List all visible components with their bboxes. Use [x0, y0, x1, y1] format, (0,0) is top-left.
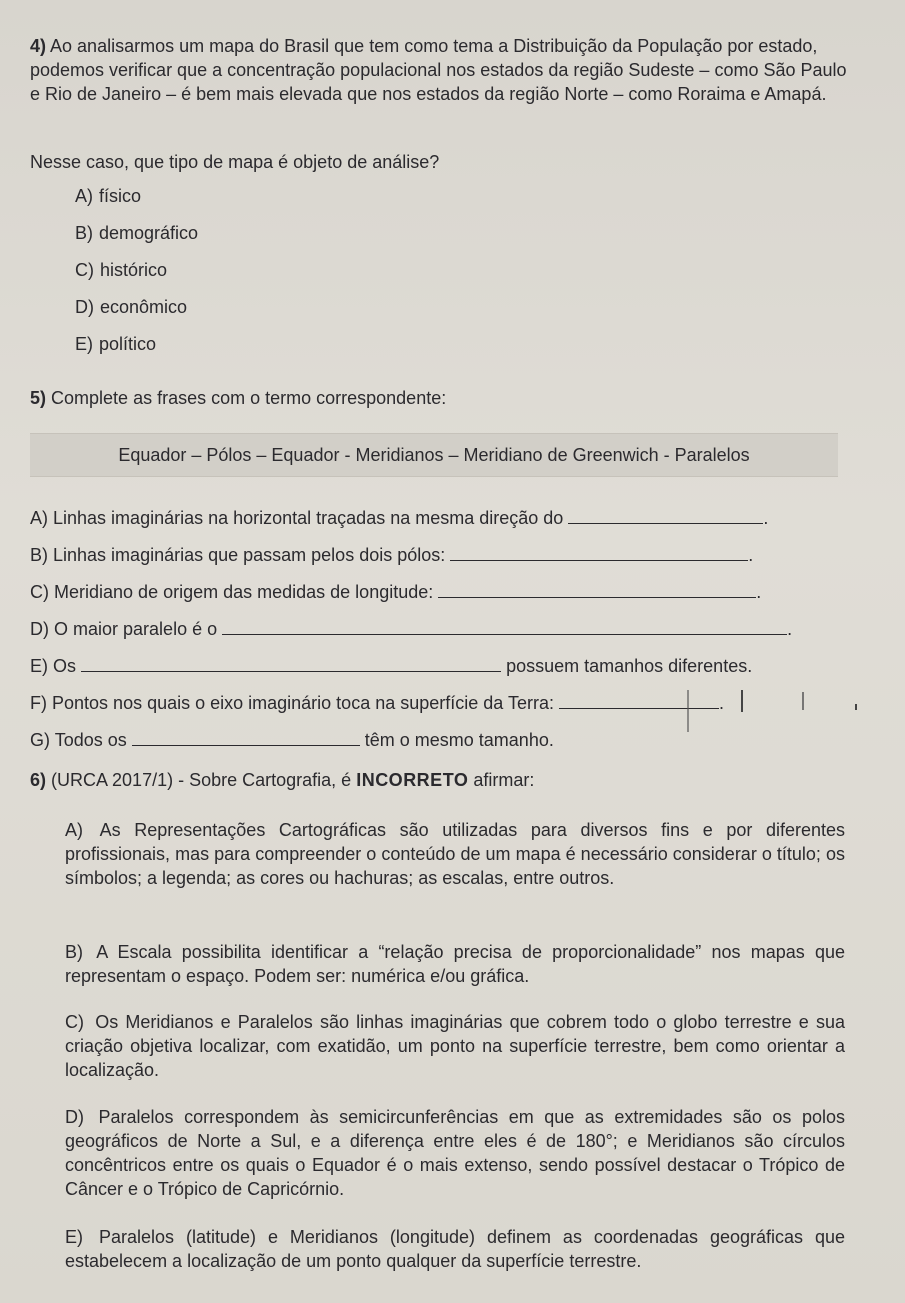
item-text: Todos os	[54, 730, 127, 750]
option-text: histórico	[100, 260, 168, 280]
q5-item-a	[30, 505, 850, 529]
item-end: .	[748, 545, 754, 565]
alt-letter: C)	[65, 1012, 84, 1032]
item-text: Meridiano de origem das medidas de longitude:	[54, 582, 434, 602]
item-end: .	[763, 508, 769, 528]
item-text: O maior paralelo é o	[54, 619, 218, 639]
option-letter: B)	[75, 223, 93, 243]
q4-option-b	[75, 223, 198, 244]
q5-instruction-text: Complete as frases com o termo correspondente:	[51, 388, 447, 408]
q6-alternative-a	[65, 818, 845, 890]
item-end: .	[719, 693, 725, 713]
q5-item-e	[30, 653, 850, 677]
q5-item-d	[30, 616, 850, 640]
q6-alternative-e	[65, 1225, 845, 1273]
item-text: Linhas imaginárias na horizontal traçadas na mesma direção do	[53, 508, 564, 528]
q6-alternative-d	[65, 1105, 845, 1201]
q4-option-e	[75, 334, 156, 355]
alt-text: Paralelos (latitude) e Meridianos (longitude) definem as coordenadas geográficas que estabelecem a localização de um ponto qualquer da superfície terrestre.	[65, 1227, 845, 1271]
answer-blank[interactable]	[132, 727, 360, 746]
item-text: Os	[53, 656, 77, 676]
q6-intro: (URCA 2017/1) - Sobre Cartografia, é	[51, 770, 352, 790]
pencil-marks	[680, 688, 860, 738]
option-letter: E)	[75, 334, 93, 354]
q6-alternative-c	[65, 1010, 845, 1082]
item-end: .	[756, 582, 762, 602]
q6-alternative-b	[65, 940, 845, 988]
q6-intro-end: afirmar:	[473, 770, 535, 790]
q6-emphasis: INCORRETO	[356, 770, 469, 790]
alt-letter: A)	[65, 820, 83, 840]
item-letter: F)	[30, 693, 47, 713]
q5-number: 5)	[30, 388, 47, 408]
answer-blank[interactable]	[568, 505, 763, 524]
item-letter: E)	[30, 656, 48, 676]
item-end: têm o mesmo tamanho.	[364, 730, 554, 750]
item-text: Linhas imaginárias que passam pelos dois pólos:	[53, 545, 446, 565]
item-letter: D)	[30, 619, 49, 639]
alt-letter: B)	[65, 942, 83, 962]
option-text: físico	[99, 186, 142, 206]
q4-option-c	[75, 260, 167, 281]
q5-word-bank: Equador – Pólos – Equador - Meridianos – Meridiano de Greenwich - Paralelos	[30, 433, 838, 477]
answer-blank[interactable]	[222, 616, 787, 635]
q4-number: 4)	[30, 36, 47, 56]
item-letter: G)	[30, 730, 50, 750]
q4-question: Nesse caso, que tipo de mapa é objeto de análise?	[30, 152, 440, 172]
q4-option-a	[75, 186, 141, 207]
answer-blank[interactable]	[81, 653, 501, 672]
alt-letter: E)	[65, 1227, 83, 1247]
alt-text: Paralelos correspondem às semicircunferências em que as extremidades são os polos geográficos de Norte a Sul, e a diferença entre eles é de 180°; e Meridianos são círculos concêntricos entre os quais o Equador é o mais extenso, sendo possível destacar o Trópico de Câncer e o Trópico de Capricórnio.	[65, 1107, 845, 1199]
answer-blank[interactable]	[438, 579, 756, 598]
answer-blank[interactable]	[450, 542, 748, 561]
q5-item-b	[30, 542, 850, 566]
item-end: .	[787, 619, 793, 639]
q5-instruction	[30, 386, 850, 410]
item-text: Pontos nos quais o eixo imaginário toca na superfície da Terra:	[52, 693, 554, 713]
alt-text: Os Meridianos e Paralelos são linhas imaginárias que cobrem todo o globo terrestre e sua criação objetiva localizar, com exatidão, um ponto na superfície terrestre, bem como orientar a localização.	[65, 1012, 845, 1080]
q4-statement-text: Ao analisarmos um mapa do Brasil que tem como tema a Distribuição da População por estado, podemos verificar que a concentração populacional nos estados da região Sudeste – como São Paulo e Rio de Janeiro – é bem mais elevada que nos estados da região Norte – como Roraima e Amapá.	[30, 36, 847, 104]
item-letter: C)	[30, 582, 49, 602]
item-end: possuem tamanhos diferentes.	[506, 656, 753, 676]
q4-statement	[30, 34, 850, 106]
q6-number: 6)	[30, 770, 47, 790]
option-letter: C)	[75, 260, 94, 280]
item-letter: A)	[30, 508, 48, 528]
option-letter: D)	[75, 297, 94, 317]
alt-text: As Representações Cartográficas são utilizadas para diversos fins e por diferentes profissionais, mas para compreender o conteúdo de um mapa é necessário considerar o título; os símbolos; a legenda; as cores ou hachuras; as escalas, entre outros.	[65, 820, 845, 888]
q4-option-d	[75, 297, 187, 318]
option-letter: A)	[75, 186, 93, 206]
option-text: demográfico	[99, 223, 199, 243]
q6-heading	[30, 768, 850, 792]
alt-text: A Escala possibilita identificar a “relação precisa de proporcionalidade” nos mapas que representam o espaço. Podem ser: numérica e/ou gráfica.	[65, 942, 845, 986]
option-text: político	[99, 334, 157, 354]
alt-letter: D)	[65, 1107, 84, 1127]
q5-item-c	[30, 579, 850, 603]
option-text: econômico	[100, 297, 188, 317]
item-letter: B)	[30, 545, 48, 565]
